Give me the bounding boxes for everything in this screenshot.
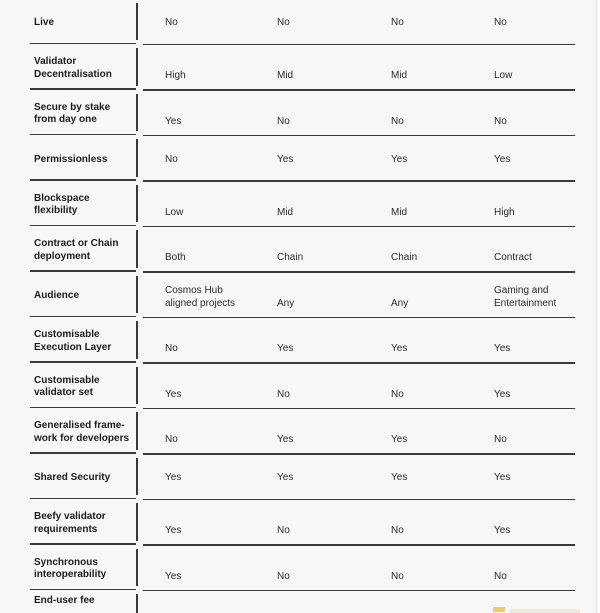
table-row [30, 455, 575, 501]
row-label-divider [30, 452, 136, 454]
table-row [30, 136, 575, 182]
row-label: Generalised frame- work for developers [34, 420, 130, 444]
column-separator [136, 230, 138, 268]
table-cell: Chain [391, 252, 418, 263]
table-cell: Yes [494, 472, 511, 483]
row-label-divider [30, 361, 136, 363]
column-separator [136, 503, 138, 541]
table-cell: No [277, 115, 290, 127]
table-cell: Yes [165, 525, 182, 536]
row-label-divider [30, 88, 136, 90]
row-label: Customisable validator set [34, 374, 100, 399]
table-cell: No [494, 570, 507, 582]
table-cell: Yes [277, 434, 294, 445]
table-cell: Low [165, 206, 184, 218]
table-row [30, 546, 575, 592]
row-label-divider [30, 179, 136, 181]
table-cell: Yes [391, 153, 408, 165]
row-label: End-user fee [34, 595, 95, 606]
row-label: Beefy validator requirements [34, 511, 106, 535]
table-cell: No [277, 570, 290, 582]
table-row [30, 318, 575, 364]
table-cell: Contract [494, 252, 532, 263]
table-row [30, 182, 575, 228]
table-cell: Mid [391, 206, 408, 218]
table-cell: No [494, 17, 507, 29]
table-row [30, 273, 575, 319]
table-cell: Yes [494, 388, 511, 400]
comparison-table [30, 0, 575, 613]
table-cell: Yes [494, 153, 511, 165]
table-row [30, 500, 575, 546]
column-separator [136, 276, 138, 314]
table-cell [165, 591, 270, 613]
column-separator [136, 412, 138, 450]
watermark-logo-icon [493, 607, 505, 612]
table-row [30, 45, 575, 91]
table-cell: Any [391, 297, 409, 309]
table-cell: Low [494, 70, 513, 81]
row-label-divider [30, 270, 136, 272]
row-label: Secure by stake from day one [34, 101, 111, 126]
row-label-divider [30, 498, 136, 500]
table-cell: No [277, 388, 290, 400]
row-label: Shared Security [34, 472, 111, 483]
table-cell: Yes [277, 153, 294, 165]
table-cell: Yes [391, 343, 408, 354]
row-label-divider [30, 316, 136, 318]
row-label-divider [30, 407, 136, 409]
row-label: Validator Decentralisation [34, 56, 112, 80]
table-row [30, 409, 575, 455]
column-separator [136, 321, 138, 359]
column-separator [136, 3, 138, 40]
table-cell: Yes [277, 472, 294, 483]
table-row [30, 0, 575, 45]
column-separator [136, 139, 138, 177]
table-cell: No [277, 525, 290, 536]
row-label-divider [30, 43, 136, 45]
table-cell: Cosmos Hub aligned projects [165, 285, 236, 309]
table-cell: No [165, 153, 178, 165]
table-cell: No [165, 17, 178, 29]
table-cell: Yes [391, 434, 408, 445]
row-label: Blockspace flexibility [34, 192, 90, 217]
column-separator [136, 185, 138, 223]
row-label: Synchronous interoperability [34, 556, 107, 581]
column-separator [136, 594, 138, 613]
table-cell: Yes [165, 388, 182, 400]
row-label: Audience [34, 290, 80, 301]
table-cell: No [391, 388, 404, 400]
table-cell [277, 591, 382, 613]
table-cell: Mid [277, 70, 294, 81]
table-cell: No [277, 17, 290, 29]
table-cell: No [391, 570, 404, 582]
table-cell: Yes [494, 525, 511, 536]
row-label-divider [30, 225, 136, 227]
row-label-divider [30, 134, 136, 136]
table-cell: Any [277, 297, 295, 309]
table-cell: No [391, 525, 404, 536]
row-label-divider [30, 589, 136, 591]
table-cell: Gaming and Entertainment [494, 285, 557, 309]
table-cell: Yes [391, 472, 408, 483]
table-cell: No [391, 17, 404, 29]
table-cell: Yes [165, 115, 182, 127]
table-cell: Mid [277, 206, 294, 218]
column-separator [136, 94, 138, 132]
table-cell: High [165, 70, 186, 81]
column-separator [136, 367, 138, 405]
table-cell: Yes [165, 472, 182, 483]
table-row [30, 91, 575, 137]
table-row [30, 364, 575, 410]
table-cell: No [391, 115, 404, 127]
table-cell: High [494, 206, 515, 218]
row-label: Live [34, 17, 55, 29]
table-row [30, 227, 575, 273]
table-cell [391, 591, 491, 613]
column-separator [136, 458, 138, 496]
table-cell: No [165, 343, 178, 354]
row-label: Contract or Chain deployment [34, 238, 119, 262]
table-cell: Mid [391, 70, 408, 81]
table-cell: Yes [494, 343, 511, 354]
row-label: Customisable Execution Layer [34, 329, 112, 353]
table-cell: Chain [277, 252, 304, 263]
column-separator [136, 48, 138, 86]
watermark-logo-text [510, 609, 580, 613]
table-cell: No [494, 115, 507, 127]
column-separator [136, 549, 138, 587]
row-label: Permissionless [34, 153, 108, 165]
table-cell: No [165, 434, 178, 445]
row-label-divider [30, 543, 136, 545]
table-cell: Yes [165, 570, 182, 582]
table-cell: No [494, 434, 507, 445]
table-cell: Both [165, 252, 186, 263]
table-cell: Yes [277, 343, 294, 354]
